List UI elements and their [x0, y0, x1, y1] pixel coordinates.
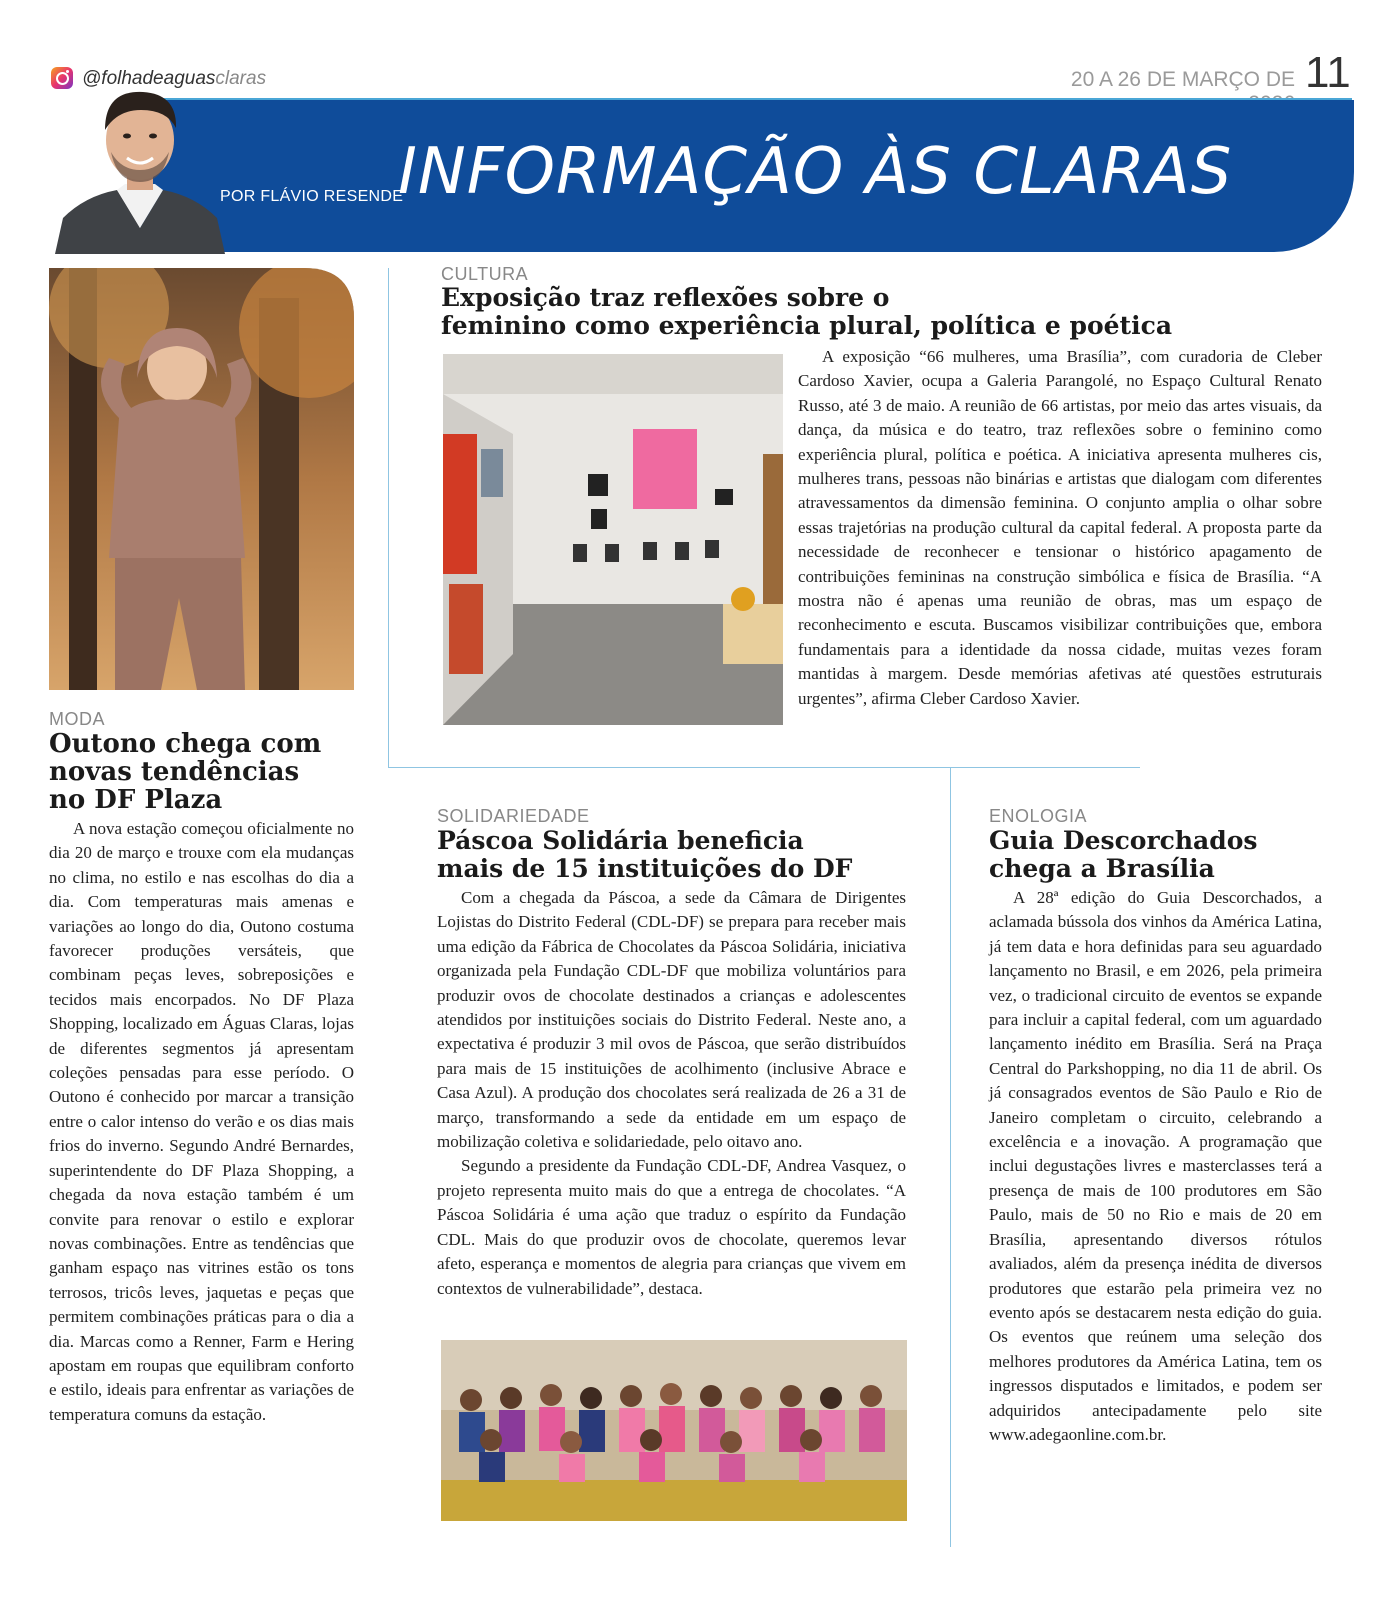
headline-line: Exposição traz reflexões sobre o [441, 283, 890, 312]
sculpture-base [723, 604, 783, 664]
pink-artwork [633, 429, 697, 509]
enologia-headline [989, 827, 1329, 883]
moda-body [49, 817, 354, 1427]
moda-headline [49, 730, 359, 814]
woman-hoodie [109, 399, 245, 558]
column-title: INFORMAÇÃO ÀS CLARAS [398, 135, 1233, 209]
artwork [705, 540, 719, 558]
solidariedade-paragraph: Segundo a presidente da Fundação CDL-DF, Andrea Vasquez, o projeto representa muito mais do que a entrega de chocolates. “A Páscoa Solidária é uma ação que traduz o espírito da Fundação CDL. Mais do que produzir ovos de chocolate, queremos levar afeto, esperança e momentos de alegria para crianças que vivem em contextos de vulnerabilidade”, destaca. [437, 1156, 906, 1298]
wood-panel [763, 454, 783, 604]
artwork [591, 509, 607, 529]
solidariedade-photo [441, 1340, 907, 1521]
handle-text-light: claras [215, 68, 267, 89]
page-number: 11 [1305, 48, 1351, 97]
solidariedade-paragraph: Com a chegada da Páscoa, a sede da Câmara de Dirigentes Lojistas do Distrito Federal (CDL-DF) se prepara para receber mais uma edição da Fábrica de Chocolates da Páscoa Solidária, iniciativa organizada pela Fundação CDL-DF que mobiliza voluntários para produzir ovos de chocolate destinados a crianças e adolescentes atendidos por instituições sociais do Distrito Federal. Neste ano, a expectativa é produzir 3 mil ovos de Páscoa, que serão distribuídos para mais de 15 instituições de acolhimento (inclusive Abrace e Casa Azul). A produção dos chocolates será realizada de 26 a 31 de março, transformando a sede da entidade em um espaço de mobilização coletiva e solidariedade, pelo oitavo ano. [437, 888, 906, 1152]
handle-text: @folhadeaguas [82, 68, 216, 89]
cultura-photo [443, 354, 783, 725]
headline-line: no DF Plaza [49, 785, 223, 815]
headline-line: chega a Brasília [989, 854, 1215, 883]
portrait-eye-right [149, 134, 157, 139]
byline: POR FLÁVIO RESENDE [220, 188, 404, 205]
solidariedade-kicker: SOLIDARIEDADE [437, 806, 590, 826]
column-rule [388, 268, 389, 768]
solidariedade-body [437, 886, 906, 1301]
enologia-body [989, 886, 1322, 1447]
columnist-portrait [55, 78, 225, 254]
cultura-paragraph: A exposição “66 mulheres, uma Brasília”, com curadoria de Cleber Cardoso Xavier, ocupa a Galeria Parangolé, no Espaço Cultural Renato Russo, até 3 de maio. A reunião de 66 artistas, por meio das artes visuais, da dança, da música e do teatro, traz reflexões sobre o feminino como experiência plural, política e poética. A iniciativa apresenta mulheres cis, mulheres trans, pessoas não binárias e artistas que dialogam com diferentes atravessamentos da dimensão feminina. O conjunto amplia o olhar sobre essas trajetórias na produção cultural da capital federal. A proposta parte da necessidade de reconhecer e tensionar o histórico apagamento de contribuições femininas na construção simbólica e física de Brasília. “A mostra não é apenas uma reunião de obras, mas um espaço de reconhecimento e escuta. Buscamos visibilizar contribuições que, embora fundamentais para a identidade da nossa cidade, muitas vezes foram mantidas à margem. Desde memórias afetivas até questões estruturais urgentes”, afirma Cleber Cardoso Xavier. [798, 347, 1322, 708]
portrait-eye-left [123, 134, 131, 139]
artwork [605, 544, 619, 562]
red-artwork [443, 434, 477, 574]
enologia-paragraph: A 28ª edição do Guia Descorchados, a aclamada bússola dos vinhos da América Latina, já tem data e hora definidas para seu aguardado lançamento no Brasil, e em 2026, pela primeira vez, o tradicional circuito de eventos se expande para incluir a capital federal, com um aguardado lançamento inédito em Brasília. Será na Praça Central do Parkshopping, no dia 11 de abril. Os já consagrados eventos de São Paulo e Rio de Janeiro completam o circuito, celebrando a excelência e a inovação. A programação que inclui degustações livres e masterclasses terá a presença de mais de 100 produtores em São Paulo, mais de 50 no Rio e mais de 20 em Brasília, apresentando diversos rótulos avaliados, além da presença inédita de diversos produtores que estarão pela primeira vez no evento após se destacarem nesta edição do guia. Os eventos que reúnem uma seleção dos melhores produtores da América Latina, tem os ingressos disputados e limitados, e podem ser adquiridos antecipadamente pelo site www.adegaonline.com.br. [989, 888, 1322, 1444]
headline-line: Páscoa Solidária beneficia [437, 826, 804, 855]
red-artwork [449, 584, 483, 674]
headline-line: mais de 15 instituições do DF [437, 854, 853, 883]
headline-line: novas tendências [49, 757, 300, 787]
headline-line: Guia Descorchados [989, 826, 1258, 855]
artwork [588, 474, 608, 496]
artwork [675, 542, 689, 560]
solidariedade-headline [437, 827, 917, 883]
gallery-ceiling [443, 354, 783, 394]
moda-photo [49, 268, 354, 690]
moda-paragraph: A nova estação começou oficialmente no dia 20 de março e trouxe com ela mudanças no clima, no estilo e nas escolhas do dia a dia. Com temperaturas mais amenas e variações ao longo do dia, Outono costuma favorecer produções versáteis, que combinam peças leves, sobreposições e tecidos mais encorpados. No DF Plaza Shopping, localizado em Águas Claras, lojas de diferentes segmentos já apresentam coleções pensadas para esse período. O Outono é conhecido por marcar a transição entre o calor intenso do verão e os dias mais frios do inverno. Segundo André Bernardes, superintendente do DF Plaza Shopping, a chegada da nova estação também é um convite para renovar o estilo e explorar novas combinações. Entre as tendências que ganham espaço nas vitrines estão os tons terrosos, tricôs leves, jaquetas e peças que permitem combinações práticas para o dia a dia. Marcas como a Renner, Farm e Hering apostam em roupas que equilibram conforto e estilo, ideais para enfrentar as variações de temperatura comuns da estação. [49, 819, 354, 1424]
artwork [643, 542, 657, 560]
cultura-kicker: CULTURA [441, 264, 529, 284]
framed-picture [481, 449, 503, 497]
enologia-kicker: ENOLOGIA [989, 806, 1088, 826]
headline-line: feminino como experiência plural, política e poética [441, 311, 1173, 340]
artwork [573, 544, 587, 562]
artwork [715, 489, 733, 505]
sculpture [731, 587, 755, 611]
moda-kicker: MODA [49, 709, 105, 729]
cultura-body [798, 345, 1322, 711]
issue-date: 20 A 26 DE MARÇO DE [1070, 68, 1295, 91]
chocolate-table [441, 1480, 907, 1521]
cultura-headline [441, 284, 1341, 340]
column-rule [950, 767, 951, 1547]
section-rule [388, 767, 1140, 768]
headline-line: Outono chega com [49, 729, 322, 759]
